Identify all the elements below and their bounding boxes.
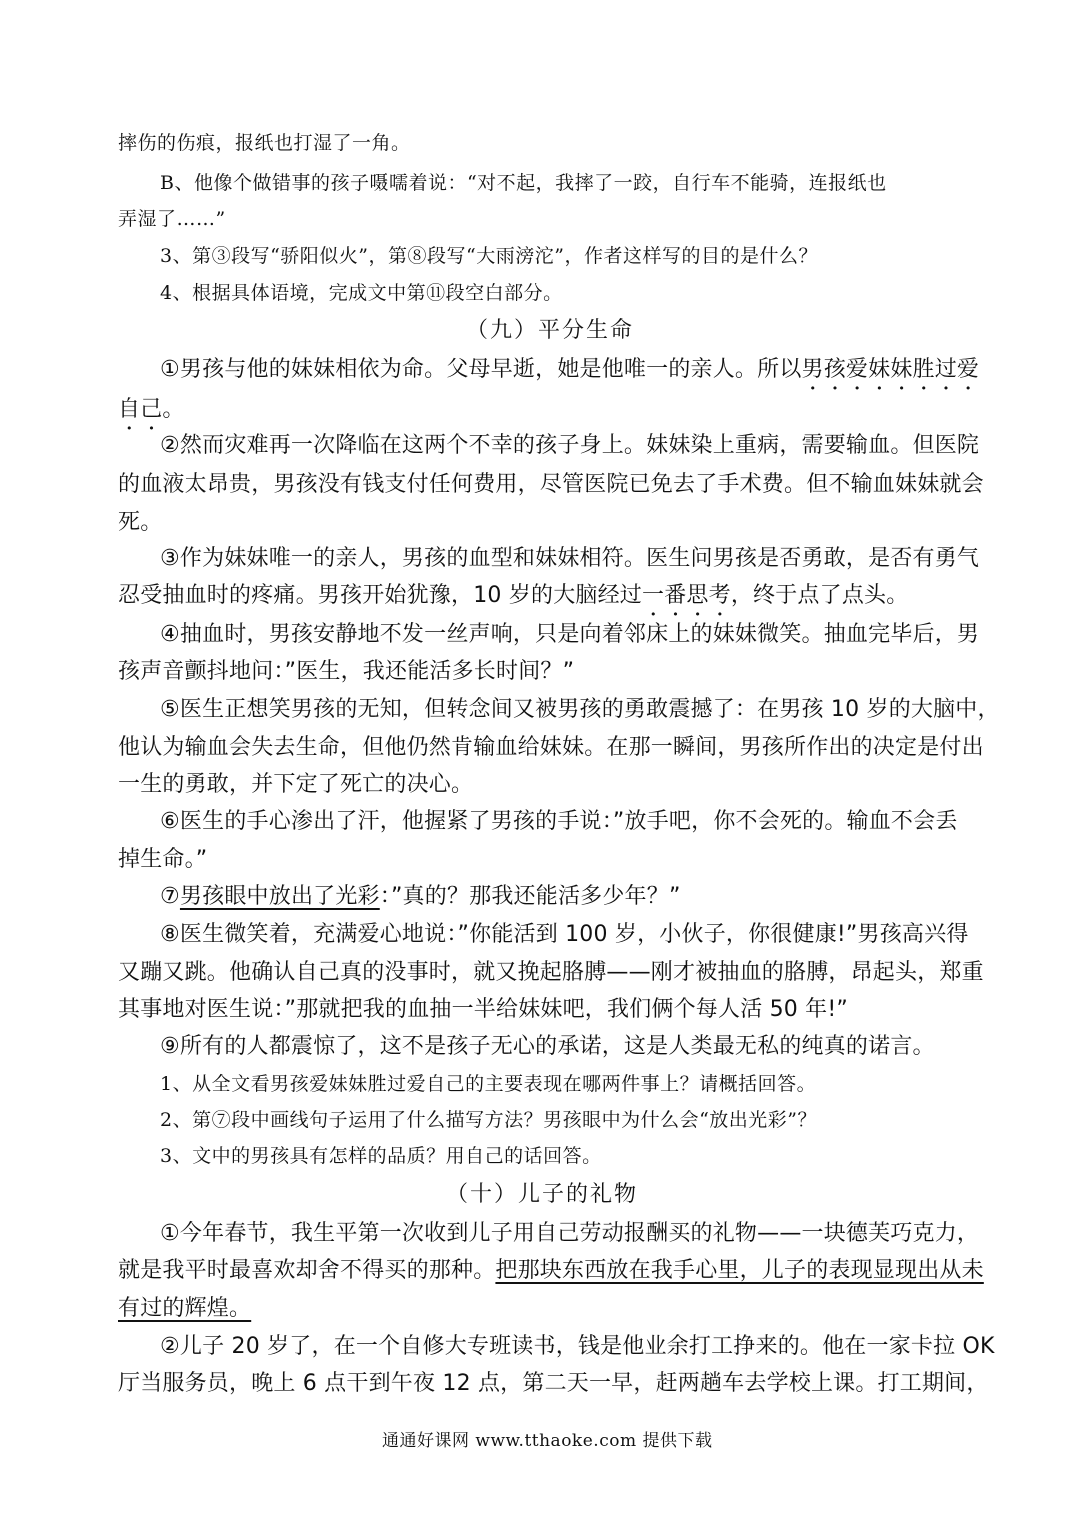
- s9-paragraph-9: ⑨所有的人都震惊了，这不是孩子无心的承诺，这是人类最无私的纯真的诺言。: [160, 1034, 935, 1059]
- s9-p7-number: ⑦: [160, 884, 180, 909]
- s10-paragraph-1-line3: [118, 1291, 251, 1322]
- section-10-title: （十）儿子的礼物: [446, 1182, 639, 1207]
- s9-paragraph-7: [160, 879, 681, 910]
- s9-p1-emphasis: 男孩爱妹妹胜过爱: [801, 357, 980, 382]
- carryover-text: 摔伤的伤痕，报纸也打湿了一角。: [118, 132, 411, 154]
- s9-question-2: 2、第⑦段中画线句子运用了什么描写方法？男孩眼中为什么会“放出光彩”？: [160, 1109, 818, 1131]
- s9-paragraph-1-line1: [160, 352, 979, 395]
- s9-question-3: 3、文中的男孩具有怎样的品质？用自己的话回答。: [160, 1145, 602, 1167]
- s9-p7-rest: ：”真的？那我还能活多少年？”: [379, 884, 681, 909]
- s9-paragraph-8-line1: ⑧医生微笑着，充满爱心地说：”你能活到 100 岁，小伙子，你很健康!”男孩高兴得: [160, 922, 969, 947]
- option-b-line1: B、他像个做错事的孩子嗫嚅着说：“对不起，我摔了一跤，自行车不能骑，连报纸也: [160, 172, 887, 194]
- section-9-title: （九）平分生命: [466, 318, 635, 343]
- s9-paragraph-2-line3: 死。: [118, 510, 163, 535]
- s9-p3-emphasis: 一番思考: [642, 583, 731, 608]
- s9-p3-text-b: ，终于点了点头。: [730, 583, 909, 608]
- s9-paragraph-6-line1: ⑥医生的手心渗出了汗，他握紧了男孩的手说：”放手吧，你不会死的。输血不会丢: [160, 809, 958, 834]
- s9-paragraph-3-line1: ③作为妹妹唯一的亲人，男孩的血型和妹妹相符。医生问男孩是否勇敢，是否有勇气: [160, 546, 980, 571]
- s10-paragraph-1-line1: ①今年春节，我生平第一次收到儿子用自己劳动报酬买的礼物——一块德芙巧克力，: [160, 1221, 980, 1246]
- s9-paragraph-6-line2: 掉生命。”: [118, 847, 208, 872]
- s9-paragraph-8-line2: 又蹦又跳。他确认自己真的没事时，就又挽起胳膊——刚才被抽血的胳膊，昂起头，郑重: [118, 960, 984, 985]
- page-footer: 通通好课网 www.tthaoke.com 提供下载: [382, 1431, 713, 1451]
- s9-paragraph-2-line2: 的血液太昂贵，男孩没有钱支付任何费用，尽管医院已免去了手术费。但不输血妹妹就会: [118, 472, 984, 497]
- s9-question-1: 1、从全文看男孩爱妹妹胜过爱自己的主要表现在哪两件事上？请概括回答。: [160, 1073, 817, 1095]
- question-4: 4、根据具体语境，完成文中第⑪段空白部分。: [160, 282, 563, 304]
- s9-paragraph-5-line1: ⑤医生正想笑男孩的无知，但转念间又被男孩的勇敢震撼了：在男孩 10 岁的大脑中，: [160, 697, 1000, 722]
- s9-p1-emphasis-2: 自己: [118, 397, 163, 422]
- s9-paragraph-5-line2: 他认为输血会失去生命，但他仍然肯输血给妹妹。在那一瞬间，男孩所作出的决定是付出: [118, 735, 984, 760]
- s9-paragraph-8-line3: 其事地对医生说：”那就把我的血抽一半给妹妹吧，我们俩个每人活 50 年!”: [118, 997, 848, 1022]
- s9-paragraph-3-line2: [118, 578, 908, 621]
- s9-p1-end: 。: [162, 397, 185, 422]
- s10-p1-text: 就是我平时最喜欢却舍不得买的那种。: [118, 1258, 496, 1283]
- s10-p1-underlined: 把那块东西放在我手心里，儿子的表现显现出从未: [495, 1258, 984, 1283]
- s9-paragraph-4-line2: 孩声音颤抖地问：”医生，我还能活多长时间？”: [118, 659, 575, 684]
- s9-paragraph-4-line1: ④抽血时，男孩安静地不发一丝声响，只是向着邻床上的妹妹微笑。抽血完毕后，男: [160, 622, 980, 647]
- s10-paragraph-2-line2: 厅当服务员，晚上 6 点干到午夜 12 点，第二天一早，赶两趟车去学校上课。打工期间，: [118, 1371, 989, 1396]
- s9-paragraph-5-line3: 一生的勇敢，并下定了死亡的决心。: [118, 772, 474, 797]
- s9-p1-text: ①男孩与他的妹妹相依为命。父母早逝，她是他唯一的亲人。所以: [160, 357, 802, 382]
- s9-p7-underlined: 男孩眼中放出了光彩: [179, 884, 380, 909]
- s9-p3-text-a: 忍受抽血时的疼痛。男孩开始犹豫，10 岁的大脑经过: [118, 583, 642, 608]
- option-b-line2: 弄湿了……”: [118, 208, 226, 230]
- s9-paragraph-2-line1: ②然而灾难再一次降临在这两个不幸的孩子身上。妹妹染上重病，需要输血。但医院: [160, 433, 980, 458]
- s10-paragraph-2-line1: ②儿子 20 岁了，在一个自修大专班读书，钱是他业余打工挣来的。他在一家卡拉 OK: [160, 1334, 995, 1359]
- s10-p1-underlined-2: 有过的辉煌。: [118, 1296, 252, 1321]
- question-3: 3、第③段写“骄阳似火”，第⑧段写“大雨滂沱”，作者这样写的目的是什么？: [160, 245, 818, 267]
- s10-paragraph-1-line2: [118, 1253, 984, 1284]
